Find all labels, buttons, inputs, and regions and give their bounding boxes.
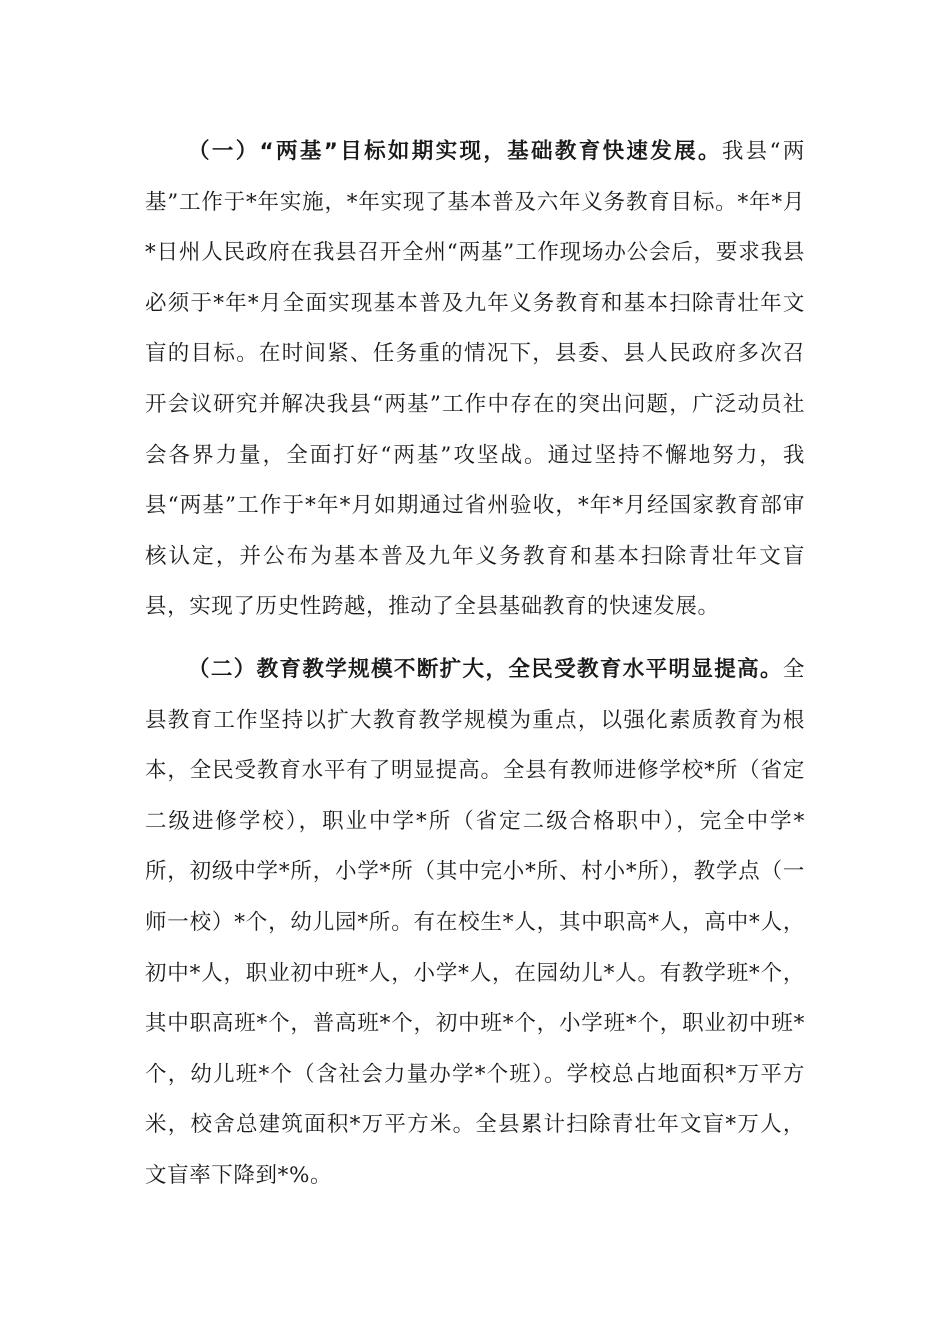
paragraph-2 xyxy=(145,645,805,1202)
paragraph-2-text: 全县教育工作坚持以扩大教育教学规模为重点，以强化素质教育为根本，全民受教育水平有了明显提高。全县有教师进修学校*所（省定二级进修学校），职业中学*所（省定二级合格职中），完全中学*所，初级中学*所，小学*所（其中完小*所、村小*所），教学点（一师一校）*个，幼儿园*所。有在校生*人，其中职高*人，高中*人，初中*人，职业初中班*人，小学*人，在园幼儿*人。有教学班*个，其中职高班*个，普高班*个，初中班*个，小学班*个，职业初中班*个，幼儿班*个（含社会力量办学*个班）。学校总占地面积*万平方米，校舍总建筑面积*万平方米。全县累计扫除青壮年文盲*万人，文盲率下降到*%。 xyxy=(145,656,805,1188)
paragraph-1-heading: （一）“两基”目标如期实现，基础教育快速发展。 xyxy=(188,139,722,164)
paragraph-2-heading: （二）教育教学规模不断扩大，全民受教育水平明显提高。 xyxy=(188,656,783,682)
paragraph-1 xyxy=(145,127,805,633)
paragraph-1-text: 我县“两基”工作于*年实施，*年实现了基本普及六年义务教育目标。*年*月*日州人民政府在我县召开全州“两基”工作现场办公会后，要求我县必须于*年*月全面实现基本普及九年义务教育和基本扫除青壮年文盲的目标。在时间紧、任务重的情况下，县委、县人民政府多次召开会议研究并解决我县“两基”工作中存在的突出问题，广泛动员社会各界力量，全面打好“两基”攻坚战。通过坚持不懈地努力，我县“两基”工作于*年*月如期通过省州验收，*年*月经国家教育部审核认定，并公布为基本普及九年义务教育和基本扫除青壮年文盲县，实现了历史性跨越，推动了全县基础教育的快速发展。 xyxy=(145,139,805,620)
document-body xyxy=(145,127,805,1201)
